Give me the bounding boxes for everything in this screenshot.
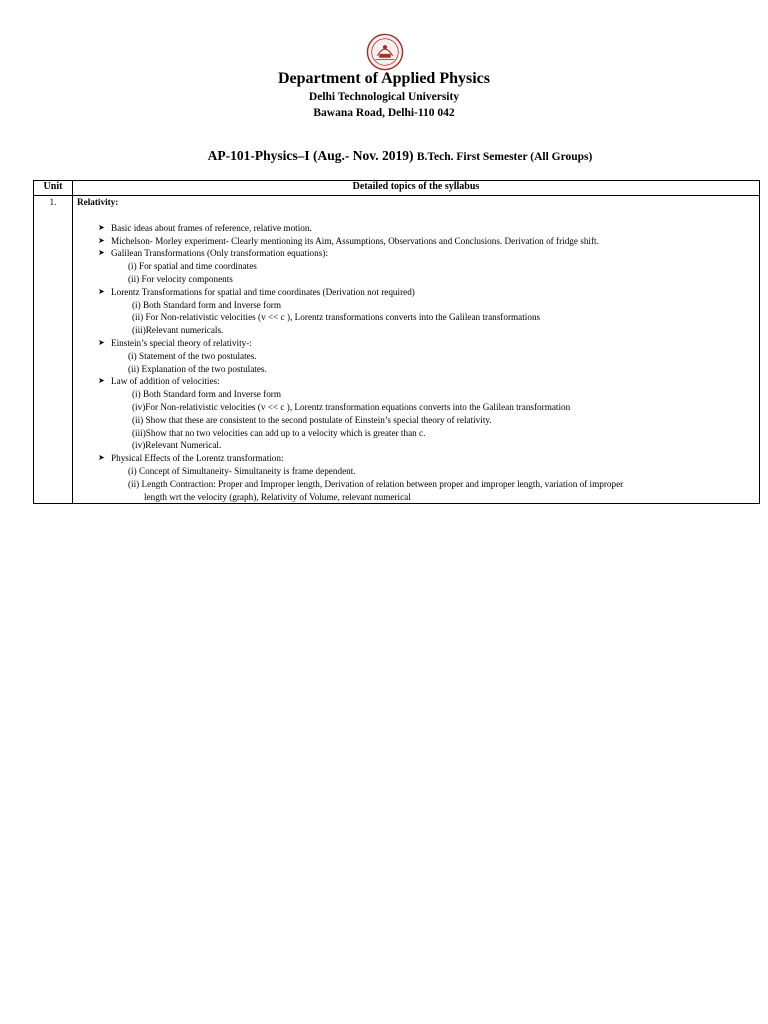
unit-number: 1.	[34, 196, 73, 504]
university-address: Bawana Road, Delhi-110 042	[313, 107, 455, 119]
university-name: Delhi Technological University	[308, 91, 460, 103]
sub-item-continuation: length wrt the velocity (graph), Relativity of Volume, relevant numerical	[144, 491, 411, 502]
sub-item: (i) Statement of the two postulates.	[128, 350, 257, 361]
sub-item: (ii) For Non-relativistic velocities (v << c ), Lorentz transformations converts into the Galilean transformations	[132, 312, 541, 323]
list-item: ➤ Basic ideas about frames of reference, relative motion.	[98, 222, 312, 233]
list-item: ➤ Michelson- Morley experiment- Clearly mentioning its Aim, Assumptions, Observations and Conclusions. Derivation of fridge shift.	[98, 235, 599, 246]
arrowhead-bullet-icon: ➤	[98, 235, 105, 245]
course-heading	[0, 148, 768, 164]
sub-item: (ii) Explanation of the two postulates.	[128, 363, 267, 374]
sub-item: (ii) Length Contraction: Proper and Improper length, Derivation of relation between proper and improper length, variation of improper	[128, 478, 624, 489]
unit-column-header: Unit	[34, 181, 73, 196]
list-item: ➤ Einstein’s special theory of relativity-:	[98, 337, 252, 348]
sub-item: (iv)Relevant Numerical.	[132, 440, 222, 451]
arrowhead-bullet-icon: ➤	[98, 248, 105, 258]
list-item: ➤ Galilean Transformations (Only transformation equations):	[98, 248, 328, 259]
sub-item: (iii)Relevant numericals.	[132, 325, 224, 336]
topics-column-header: Detailed topics of the syllabus	[73, 181, 760, 196]
sub-item: (ii) For velocity components	[128, 273, 233, 284]
arrowhead-bullet-icon: ➤	[98, 222, 105, 232]
department-title: Department of Applied Physics	[278, 70, 490, 87]
sub-item: (i) Both Standard form and Inverse form	[132, 389, 282, 400]
sub-item: (iii)Show that no two velocities can add up to a velocity which is greater than c.	[132, 427, 426, 438]
arrowhead-bullet-icon: ➤	[98, 376, 105, 386]
course-subtitle: B.Tech. First Semester (All Groups)	[416, 151, 593, 163]
course-title: AP-101-Physics–I (Aug.- Nov. 2019)	[207, 148, 414, 163]
sub-item: (i) Both Standard form and Inverse form	[132, 299, 282, 310]
list-item: ➤ Lorentz Transformations for spatial and time coordinates (Derivation not required)	[98, 286, 415, 297]
section-title: Relativity:	[77, 197, 119, 207]
sub-item: (ii) Show that these are consistent to the second postulate of Einstein’s special theory of relativity.	[132, 414, 492, 425]
sub-item: (i) For spatial and time coordinates	[128, 261, 257, 272]
university-seal-icon	[366, 33, 404, 71]
arrowhead-bullet-icon: ➤	[98, 453, 105, 463]
list-item: ➤ Physical Effects of the Lorentz transformation:	[98, 453, 284, 464]
table-header-row	[34, 181, 760, 196]
sub-item: (iv)For Non-relativistic velocities (v << c ), Lorentz transformation equations converts into the Galilean transformation	[132, 401, 571, 412]
syllabus-table	[33, 180, 760, 504]
table-row	[34, 196, 760, 504]
arrowhead-bullet-icon: ➤	[98, 337, 105, 347]
arrowhead-bullet-icon: ➤	[98, 286, 105, 296]
topics-cell	[73, 196, 760, 504]
list-item: ➤ Law of addition of velocities:	[98, 376, 220, 387]
sub-item: (i) Concept of Simultaneity- Simultaneity is frame dependent.	[128, 465, 356, 476]
